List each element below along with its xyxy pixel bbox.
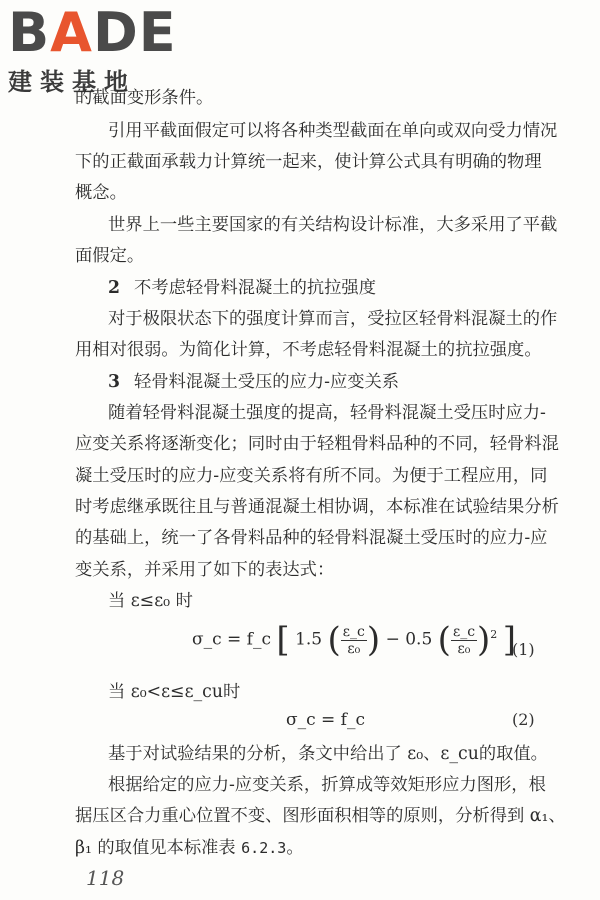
- paragraph-line: 概念。: [75, 183, 127, 203]
- formula-1: σ_c = f_c [ 1.5 ( $\frac{\varepsilon\_c}{\text{ε₀}}$ ) − 0.5 ( $\frac{\varepsilon\_c}{\text{ε₀}}$ )$^2$ ]: [192, 620, 516, 660]
- section-heading-2: 2 不考虑轻骨料混凝土的抗拉强度: [108, 278, 376, 298]
- condition-1: 当 ε≤ε₀ 时: [108, 591, 193, 611]
- paragraph-line: 应变关系将逐渐变化；同时由于轻粗骨料品种的不同，轻骨料混: [75, 434, 559, 454]
- paragraph-line: 下的正截面承载力计算统一起来，使计算公式具有明确的物理: [75, 152, 542, 172]
- paragraph-line: 根据给定的应力-应变关系，折算成等效矩形应力图形，根: [108, 775, 546, 795]
- paragraph-line: β₁ 的取值见本标准表 6.2.3。: [75, 838, 304, 858]
- condition-2: 当 ε₀<ε≤ε_cu时: [108, 682, 241, 702]
- equation-number-2: (2): [512, 710, 535, 729]
- formula-2: σ_c = f_c: [286, 710, 365, 730]
- section-heading-3: 3 轻骨料混凝土受压的应力-应变关系: [108, 372, 400, 392]
- paragraph-line: 的基础上，统一了各骨料品种的轻骨料混凝土受压时的应力-应: [75, 528, 548, 548]
- paragraph-line: 面假定。: [75, 246, 145, 266]
- paragraph-line: 对于极限状态下的强度计算而言，受拉区轻骨料混凝土的作: [108, 309, 558, 329]
- paragraph-line: 时考虑继承既往且与普通混凝土相协调，本标准在试验结果分析: [75, 497, 559, 517]
- bade-logo: [8, 1, 177, 97]
- paragraph-line: 据压区合力重心位置不变、图形面积相等的原则，分析得到 α₁、: [75, 806, 566, 826]
- paragraph-line: 世界上一些主要国家的有关结构设计标准，大多采用了平截: [108, 215, 558, 235]
- paragraph-line: 引用平截面假定可以将各种类型截面在单向或双向受力情况: [108, 121, 558, 141]
- paragraph-line: 用相对很弱。为简化计算，不考虑轻骨料混凝土的抗拉强度。: [75, 340, 542, 360]
- paragraph-line: 的截面变形条件。: [75, 88, 214, 108]
- equation-number-1: (1): [512, 640, 535, 659]
- logo-subtitle: 建装基地: [8, 68, 136, 96]
- paragraph-line: 基于对试验结果的分析，条文中给出了 ε₀、ε_cu的取值。: [108, 744, 548, 764]
- paragraph-line: 随着轻骨料混凝土强度的提高，轻骨料混凝土受压时应力-: [108, 403, 546, 423]
- page-number: 118: [86, 866, 125, 890]
- logo-wordmark: BADE: [8, 1, 177, 64]
- paragraph-line: 凝土受压时的应力-应变关系将有所不同。为便于工程应用，同: [75, 466, 548, 486]
- paragraph-line: 变关系，并采用了如下的表达式：: [75, 560, 335, 580]
